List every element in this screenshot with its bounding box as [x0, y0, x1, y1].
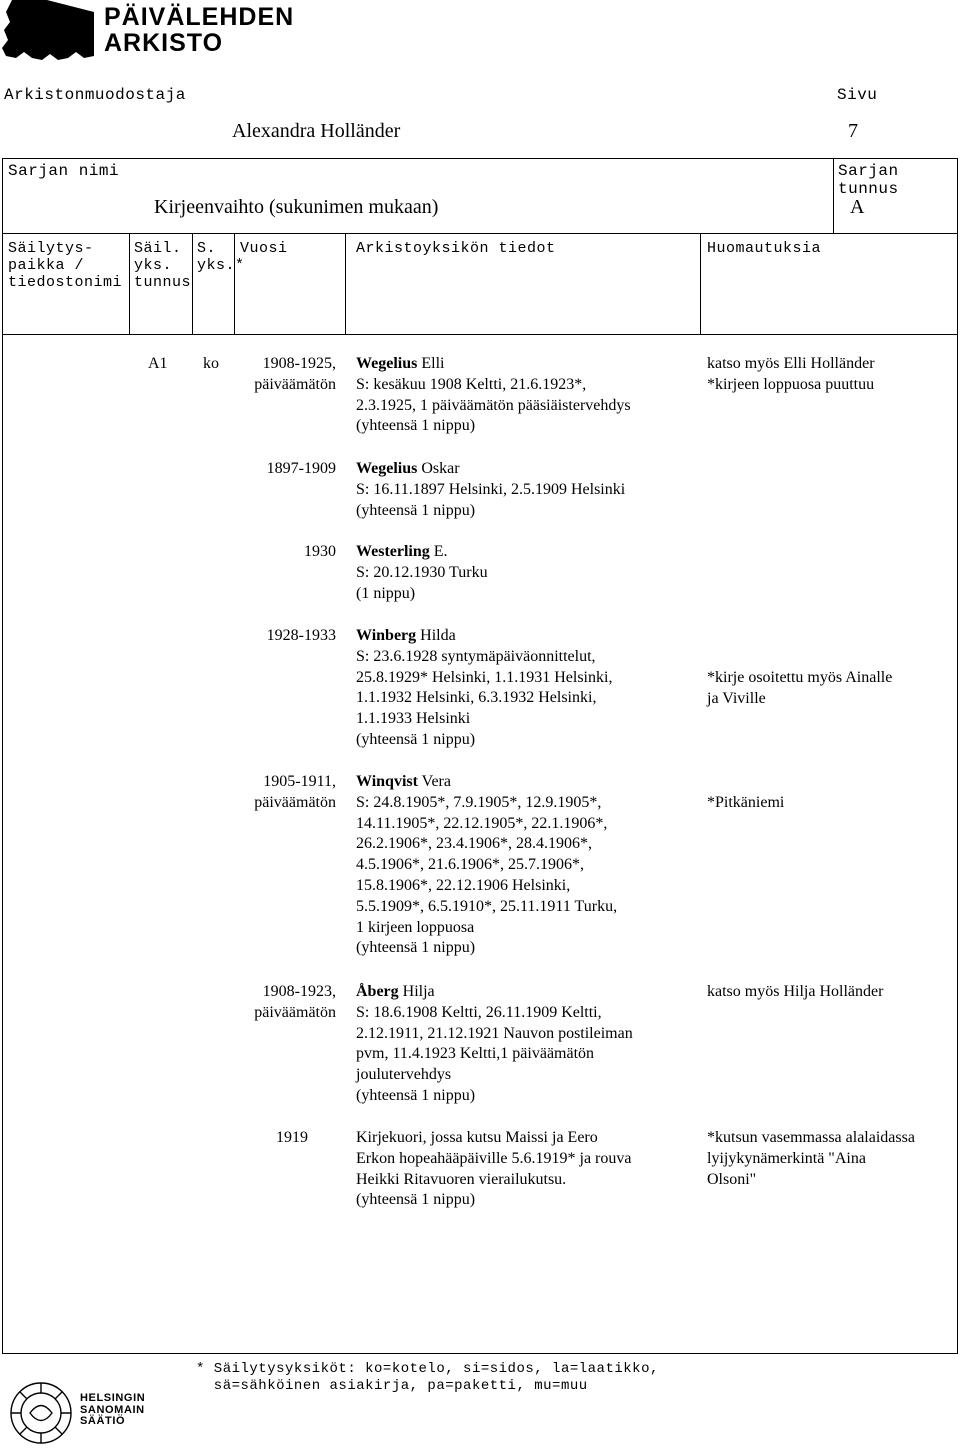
archive-creator-name: Alexandra Holländer — [232, 120, 401, 142]
row-name — [356, 354, 444, 375]
series-id: A — [850, 196, 865, 218]
page-label: Sivu — [837, 86, 878, 104]
row-notes: katso myös Hilja Holländer — [707, 983, 884, 1000]
row-name-rest: Kirjekuori, jossa kutsu Maissi ja Eero — [356, 1129, 598, 1146]
footer-logo-wordmark — [80, 1393, 145, 1428]
row-name-surname: Åberg — [356, 983, 399, 1000]
page-number: 7 — [848, 120, 858, 142]
row-details: Erkon hopeahääpäiville 5.6.1919* ja rouva Heikki Ritavuoren vierailukutsu. (yhteensä 1 nippu) — [356, 1149, 632, 1209]
row-notes: katso myös Elli Holländer *kirjeen loppuosa puuttuu — [707, 355, 875, 393]
row-name — [356, 626, 456, 647]
row-name-rest: Vera — [417, 773, 451, 790]
row-year: 1919 — [276, 1129, 308, 1146]
row-name — [356, 982, 435, 1003]
helsingin-sanomain-saatio-seal-icon — [8, 1380, 74, 1446]
row-details: S: 18.6.1908 Keltti, 26.11.1909 Keltti, 2.12.1911, 21.12.1921 Nauvon postileiman pvm, 11.4.1923 Keltti,1 päiväämätön joulutervehdys (yhteensä 1 nippu) — [356, 1003, 633, 1104]
column-header-details: Arkistoyksikön tiedot — [356, 240, 556, 257]
row-year: 1897-1909 — [266, 460, 336, 477]
unit-type-footnote: * Säilytysyksiköt: ko=kotelo, si=sidos, la=laatikko, sä=sähköinen asiakirja, pa=paketti, mu=muu — [196, 1361, 659, 1394]
row-unit-id: A1 — [148, 355, 168, 372]
paivalehden-arkisto-logo-mark — [2, 0, 94, 60]
row-name-rest: Hilja — [398, 983, 435, 1000]
series-name: Kirjeenvaihto (sukunimen mukaan) — [154, 196, 439, 218]
row-details: S: 20.12.1930 Turku (1 nippu) — [356, 563, 488, 602]
column-header-unit-type: S. yks.* — [197, 240, 245, 274]
row-details: S: kesäkuu 1908 Keltti, 21.6.1923*, 2.3.1925, 1 päiväämätön pääsiäistervehdys (yhteensä 1 nippu) — [356, 375, 631, 435]
column-header-year: Vuosi — [240, 240, 288, 257]
row-name-surname: Wegelius — [356, 355, 418, 372]
row-name-rest: E. — [429, 543, 448, 560]
footer-logo-line-1: HELSINGIN — [80, 1392, 146, 1404]
row-name-surname: Winqvist — [356, 773, 418, 790]
row-year: 1928-1933 — [266, 627, 336, 644]
row-year: 1930 — [304, 543, 336, 560]
row-notes: *kutsun vasemmassa alalaidassa lyijykynämerkintä "Aina Olsoni" — [707, 1129, 915, 1188]
logo-line-2: ARKISTO — [104, 29, 224, 57]
row-details: S: 24.8.1905*, 7.9.1905*, 12.9.1905*, 14.11.1905*, 22.12.1905*, 22.1.1906*, 26.2.1906*, 23.4.1906*, 28.4.1906*, 4.5.1906*, 21.6.1906*, 25.7.1906*, 15.8.1906*, 22.12.1906 Helsinki, 5.5.1909*, 6.5.1910*, 25.11.1911 Turku, 1 kirjeen loppuosa (yhteensä 1 nippu) — [356, 793, 618, 957]
row-name-rest: Elli — [417, 355, 445, 372]
row-name-surname: Westerling — [356, 543, 430, 560]
row-unit-type: ko — [203, 355, 219, 372]
logo-wordmark — [104, 4, 294, 56]
footer-logo-line-2: SANOMAIN — [80, 1403, 145, 1416]
row-year: 1908-1925, päiväämätön — [254, 355, 336, 393]
row-year: 1905-1911, päiväämätön — [254, 773, 336, 811]
row-details: S: 16.11.1897 Helsinki, 2.5.1909 Helsinki (yhteensä 1 nippu) — [356, 480, 626, 519]
column-header-unit-id: Säil. yks. tunnus — [134, 240, 192, 291]
series-name-label: Sarjan nimi — [8, 162, 120, 180]
row-notes: *Pitkäniemi — [707, 794, 785, 811]
row-name — [356, 772, 451, 793]
row-notes: *kirje osoitettu myös Ainalle ja Viville — [707, 669, 893, 707]
column-header-location: Säilytys- paikka / tiedostonimi — [8, 240, 123, 291]
logo-line-1: PÄIVÄLEHDEN — [104, 3, 295, 31]
row-name-surname: Winberg — [356, 627, 417, 644]
row-name-surname: Wegelius — [356, 460, 418, 477]
archive-creator-label: Arkistonmuodostaja — [4, 86, 186, 104]
row-name-rest: Hilda — [416, 627, 456, 644]
row-details: S: 23.6.1928 syntymäpäiväonnittelut, 25.8.1929* Helsinki, 1.1.1931 Helsinki, 1.1.1932 Helsinki, 6.3.1932 Helsinki, 1.1.1933 Helsinki (yhteensä 1 nippu) — [356, 647, 613, 748]
column-header-notes: Huomautuksia — [707, 240, 822, 257]
row-name — [356, 542, 448, 563]
row-year: 1908-1923, päiväämätön — [254, 983, 336, 1021]
row-name-rest: Oskar — [417, 460, 460, 477]
row-name — [356, 1128, 598, 1149]
footer-logo-line-3: SÄÄTIÖ — [80, 1415, 126, 1427]
series-id-label: Sarjan tunnus — [838, 162, 899, 198]
row-name — [356, 459, 460, 480]
